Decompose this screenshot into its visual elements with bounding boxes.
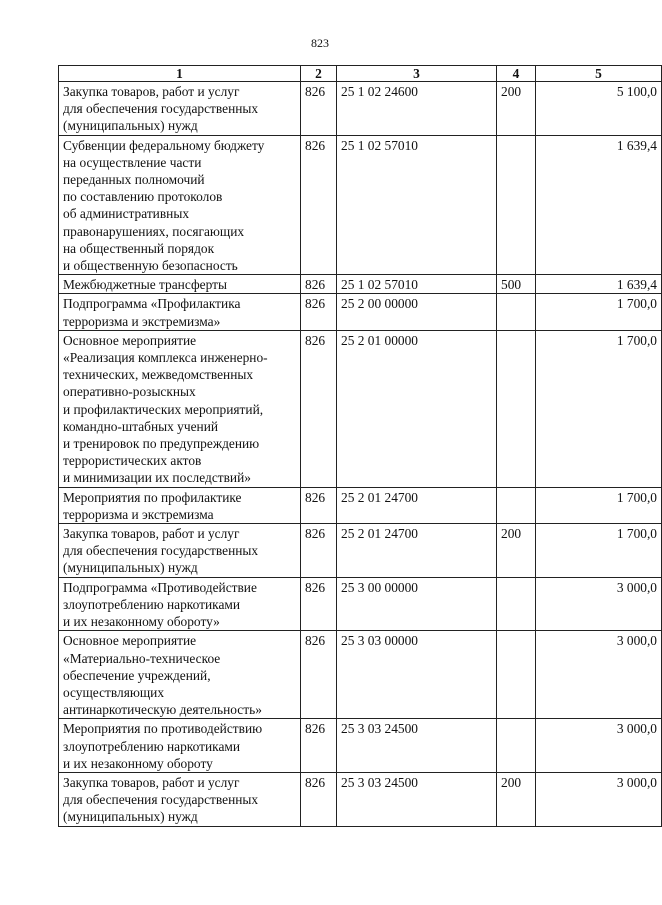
row-name: Подпрограмма «Противодействие злоупотреблению наркотиками и их незаконному обороту» — [59, 577, 301, 631]
row-name: Межбюджетные трансферты — [59, 275, 301, 294]
row-csr: 25 2 01 24700 — [337, 487, 497, 523]
header-row — [59, 66, 662, 82]
row-sum: 3 000,0 — [536, 772, 662, 826]
budget-table — [58, 65, 662, 827]
row-vr: 200 — [497, 524, 536, 578]
row-grbs: 826 — [301, 330, 337, 487]
row-name: Мероприятия по противодействию злоупотреблению наркотиками и их незаконному обороту — [59, 719, 301, 773]
row-sum: 1 700,0 — [536, 330, 662, 487]
row-sum: 1 700,0 — [536, 524, 662, 578]
row-sum: 1 700,0 — [536, 487, 662, 523]
row-sum: 1 639,4 — [536, 135, 662, 275]
page-number: 823 — [311, 36, 329, 50]
table-row — [59, 524, 662, 578]
row-grbs: 826 — [301, 772, 337, 826]
row-sum: 5 100,0 — [536, 82, 662, 136]
row-vr: 500 — [497, 275, 536, 294]
row-csr: 25 2 01 24700 — [337, 524, 497, 578]
row-vr — [497, 135, 536, 275]
row-grbs: 826 — [301, 275, 337, 294]
row-csr: 25 3 03 24500 — [337, 772, 497, 826]
table-row — [59, 487, 662, 523]
header-col-1: 1 — [59, 66, 301, 82]
row-grbs: 826 — [301, 82, 337, 136]
row-vr — [497, 487, 536, 523]
table-row — [59, 719, 662, 773]
table-row — [59, 577, 662, 631]
row-csr: 25 1 02 57010 — [337, 135, 497, 275]
header-col-5: 5 — [536, 66, 662, 82]
row-name: Субвенции федеральному бюджету на осуществление части переданных полномочий по составлению протоколов об административных правонарушениях, посягающих на общественный порядок и общественную безопасность — [59, 135, 301, 275]
row-name: Закупка товаров, работ и услуг для обеспечения государственных (муниципальных) нужд — [59, 772, 301, 826]
row-csr: 25 2 01 00000 — [337, 330, 497, 487]
row-grbs: 826 — [301, 577, 337, 631]
row-sum: 1 639,4 — [536, 275, 662, 294]
table-row — [59, 330, 662, 487]
row-sum: 3 000,0 — [536, 719, 662, 773]
row-vr: 200 — [497, 82, 536, 136]
table-row — [59, 631, 662, 719]
row-sum: 3 000,0 — [536, 631, 662, 719]
row-name: Основное мероприятие «Материально-техническое обеспечение учреждений, осуществляющих антинаркотическую деятельность» — [59, 631, 301, 719]
row-name: Мероприятия по профилактике терроризма и экстремизма — [59, 487, 301, 523]
table-row — [59, 772, 662, 826]
row-csr: 25 3 03 24500 — [337, 719, 497, 773]
row-csr: 25 3 00 00000 — [337, 577, 497, 631]
header-col-2: 2 — [301, 66, 337, 82]
row-sum: 3 000,0 — [536, 577, 662, 631]
row-csr: 25 1 02 57010 — [337, 275, 497, 294]
row-vr — [497, 294, 536, 330]
row-csr: 25 2 00 00000 — [337, 294, 497, 330]
row-grbs: 826 — [301, 719, 337, 773]
row-name: Подпрограмма «Профилактика терроризма и экстремизма» — [59, 294, 301, 330]
row-grbs: 826 — [301, 135, 337, 275]
row-vr: 200 — [497, 772, 536, 826]
row-name: Закупка товаров, работ и услуг для обеспечения государственных (муниципальных) нужд — [59, 82, 301, 136]
header-col-3: 3 — [337, 66, 497, 82]
table-row — [59, 294, 662, 330]
row-csr: 25 3 03 00000 — [337, 631, 497, 719]
row-name: Закупка товаров, работ и услуг для обеспечения государственных (муниципальных) нужд — [59, 524, 301, 578]
row-grbs: 826 — [301, 631, 337, 719]
row-vr — [497, 330, 536, 487]
header-col-4: 4 — [497, 66, 536, 82]
row-grbs: 826 — [301, 294, 337, 330]
table-row — [59, 135, 662, 275]
table-row — [59, 275, 662, 294]
row-vr — [497, 577, 536, 631]
row-sum: 1 700,0 — [536, 294, 662, 330]
row-vr — [497, 719, 536, 773]
table-row — [59, 82, 662, 136]
row-vr — [497, 631, 536, 719]
row-csr: 25 1 02 24600 — [337, 82, 497, 136]
row-name: Основное мероприятие «Реализация комплекса инженерно- технических, межведомственных оперативно-розыскных и профилактических мероприятий, командно-штабных учений и тренировок по предупреждению террористических актов и минимизации их последствий» — [59, 330, 301, 487]
row-grbs: 826 — [301, 487, 337, 523]
row-grbs: 826 — [301, 524, 337, 578]
